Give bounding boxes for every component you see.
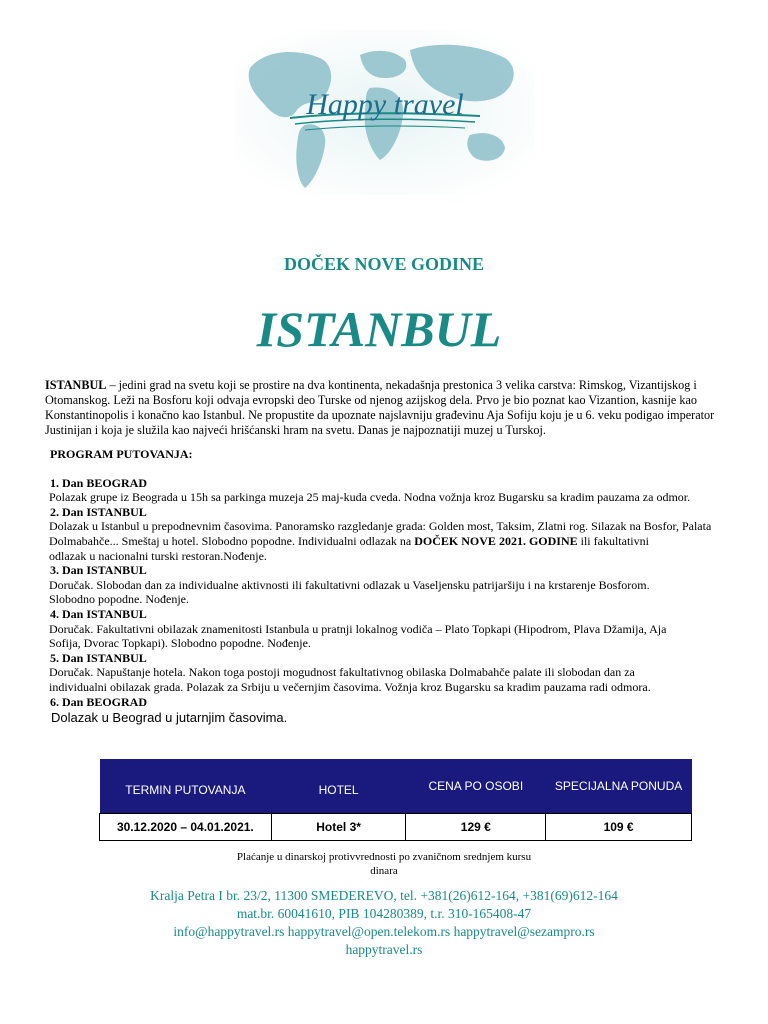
day-4-line-1: Doručak. Fakultativni obilazak znamenitosti Istanbula u pratnji lokalnog vodiča – Plato Topkapi (Hipodrom, Plava Džamija, Aja: [49, 621, 667, 636]
cell-termin: 30.12.2020 – 04.01.2021.: [100, 814, 272, 841]
day-2-line-1: Dolazak u Istanbul u prepodnevnim časovima. Panoramsko razgledanje grada: Golden most, Taksim, Zlatni rog. Silazak na Bosfor, Palata: [49, 519, 712, 534]
price-table-header: [100, 759, 692, 814]
cell-price: 129 €: [406, 814, 546, 841]
day-5-title: 5. Dan ISTANBUL: [50, 650, 147, 665]
travel-program: [45, 447, 735, 726]
day-6-text: Dolazak u Beograd u jutarnjim časovima.: [51, 710, 288, 726]
day-1-title: 1. Dan BEOGRAD: [50, 475, 148, 490]
intro-paragraph: [45, 378, 725, 438]
contact-emails[interactable]: info@happytravel.rs happytravel@open.telekom.rs happytravel@sezampro.rs: [173, 924, 595, 939]
header-price: CENA PO OSOBI: [406, 759, 546, 814]
payment-note: [0, 850, 768, 878]
day-2-title: 2. Dan ISTANBUL: [50, 504, 147, 519]
contact-info: [0, 887, 768, 959]
table-row: [100, 814, 692, 841]
payment-note-line-1: Plaćanje u dinarskoj protivvrednosti po zvaničnom srednjem kursu: [236, 851, 532, 863]
day-2-line-3: odlazak u nacionalni turski restoran.Nođenje.: [49, 548, 267, 563]
program-heading: PROGRAM PUTOVANJA:: [50, 447, 193, 461]
day-5-line-1: Doručak. Napuštanje hotela. Nakon toga postoji mogudnost fakultativnog obilaska Dolmabahče palate ili slobodan dan za: [49, 665, 635, 680]
day-3-line-2: Slobodno popodne. Nođenje.: [49, 592, 189, 607]
day-3-title: 3. Dan ISTANBUL: [50, 563, 147, 578]
day-5-line-2: individualni obilazak grada. Polazak za Srbiju u večernjim časovima. Vožnja kroz Bugarsku sa kradim pauzama radi odmora.: [49, 679, 651, 694]
day-4-title: 4. Dan ISTANBUL: [50, 606, 147, 621]
contact-address: Kralja Petra I br. 23/2, 11300 SMEDEREVO, tel. +381(26)612-164, +381(69)612-164: [150, 888, 618, 903]
cell-special-offer: 109 €: [546, 814, 692, 841]
price-table: [99, 759, 692, 841]
header-special-offer: SPECIJALNA PONUDA: [546, 759, 692, 814]
payment-note-line-2: dinara: [370, 865, 398, 877]
intro-lead: ISTANBUL: [45, 378, 107, 392]
company-logo: [235, 30, 535, 195]
day-4-line-2: Sofija, Dvorac Topkapi). Slobodno popodne. Nođenje.: [49, 636, 311, 651]
day-1-text: Polazak grupe iz Beograda u 15h sa parkinga muzeja 25 maj-kuda cveda. Nodna vožnja kroz Bugarsku sa kradim pauzama za odmor.: [49, 490, 691, 505]
day-3-line-1: Doručak. Slobodan dan za individualne aktivnosti ili fakultativni odlazak u Vaseljensku patrijaršiju i na krstarenje Bosforom.: [49, 577, 650, 592]
world-map-logo-graphic: [235, 30, 535, 195]
day-2-line-2: [49, 534, 735, 549]
event-subtitle: DOČEK NOVE GODINE: [283, 254, 485, 274]
day-2-line-2-pre: Dolmabahče... Smeštaj u hotel. Slobodno popodne. Individualni odlazak na: [49, 533, 415, 548]
contact-registration: mat.br. 60041610, PIB 104280389, t.r. 310-165408-47: [236, 906, 532, 921]
header-termin: TERMIN PUTOVANJA: [100, 759, 272, 814]
contact-website[interactable]: happytravel.rs: [345, 942, 423, 957]
cell-hotel: Hotel 3*: [271, 814, 406, 841]
new-year-highlight: DOČEK NOVE 2021. GODINE: [414, 533, 578, 548]
logo-text: Happy travel: [306, 88, 464, 121]
intro-text: – jedini grad na svetu koji se prostire na dva kontinenta, nekadašnja prestonica 3 velika carstva: Rimskog, Vizantijskog i Otomanskog. Leži na Bosforu koji odvaja evropski deo Turske od njenog azijskog dela. Prvo je bio poznat kao Vizantion, kasnije kao Konstantinopolis i konačno kao Istanbul. Ne propustite da upoznate najslavniju građevinu Aja Sofiju koju je u 6. veku podigao imperator Justinijan i koja je služila kao najveći hrišćanski hram na svetu. Danas je najpoznatiji muzej u Turskoj.: [45, 378, 715, 437]
day-2-line-2-post: ili fakultativni: [577, 533, 649, 548]
header-hotel: HOTEL: [271, 759, 406, 814]
destination-title: ISTANBUL: [256, 301, 502, 357]
day-6-title: 6. Dan BEOGRAD: [50, 694, 148, 709]
